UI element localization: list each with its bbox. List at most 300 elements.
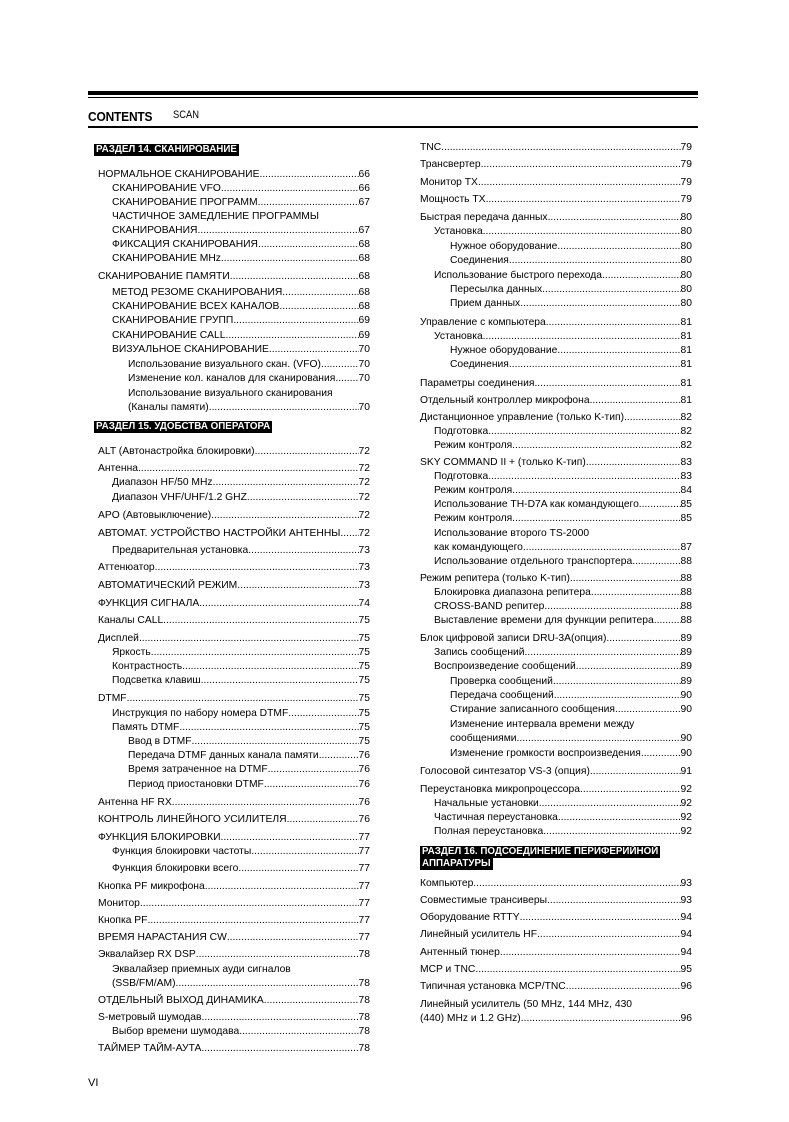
entry-title: Воспроизведение сообщений [434, 661, 576, 672]
entry-title: (440) MHz и 1.2 GHz) [420, 1013, 521, 1024]
right-toc-entry[interactable] [420, 211, 692, 224]
entry-page-number: 76 [358, 779, 370, 790]
right-toc-entry[interactable] [450, 747, 692, 760]
entry-title: Быстрая передача данных [420, 212, 548, 223]
entry-page-number: 82 [680, 412, 692, 423]
dot-leader [543, 825, 680, 838]
top-rule-thick [88, 91, 698, 95]
left-toc-entry[interactable] [112, 674, 370, 687]
entry-page-number: 87 [680, 542, 692, 553]
left-toc-entry[interactable] [112, 252, 370, 265]
dot-leader [632, 555, 680, 568]
right-toc-entry[interactable] [420, 980, 692, 993]
left-toc-entry[interactable] [98, 579, 370, 592]
entry-title: Совместимые трансиверы [420, 895, 547, 906]
right-toc-entry-line: Использование второго TS-2000 [434, 528, 590, 539]
right-toc-entry[interactable] [420, 928, 692, 941]
dot-leader [335, 372, 358, 385]
dot-leader [570, 572, 681, 585]
entry-page-number: 78 [358, 1012, 370, 1023]
dot-leader [230, 270, 359, 283]
entry-page-number: 81 [680, 345, 692, 356]
entry-page-number: 73 [358, 562, 370, 573]
dot-leader [475, 963, 680, 976]
entry-page-number: 74 [358, 598, 370, 609]
left-toc-entry[interactable] [98, 813, 370, 826]
left-toc-entry[interactable] [112, 286, 370, 299]
right-toc-entry[interactable] [434, 425, 692, 438]
dot-leader [547, 894, 681, 907]
right-toc-entry[interactable] [420, 765, 692, 778]
left-toc-entry[interactable] [98, 462, 370, 475]
dot-leader [213, 476, 359, 489]
section-14-heading: РАЗДЕЛ 14. СКАНИРОВАНИЕ [96, 144, 237, 155]
entry-title: Дистанционное управление (только K-тип) [420, 412, 625, 423]
left-toc-entry[interactable] [112, 660, 370, 673]
left-toc-entry[interactable] [112, 182, 370, 195]
entry-page-number: 77 [358, 898, 370, 909]
entry-page-number: 77 [358, 915, 370, 926]
entry-title: Соединения [450, 255, 509, 266]
right-toc-entry[interactable] [420, 1012, 692, 1025]
entry-title: СКАНИРОВАНИЕ CALL [112, 330, 226, 341]
right-toc-entry[interactable] [434, 541, 692, 554]
entry-title: Передача сообщений [450, 690, 554, 701]
dot-leader [544, 600, 680, 613]
right-toc-entry[interactable] [434, 555, 692, 568]
right-toc-entry[interactable] [434, 225, 692, 238]
dot-leader [264, 778, 359, 791]
dot-leader [139, 632, 359, 645]
dot-leader [258, 196, 359, 209]
entry-page-number: 77 [358, 832, 370, 843]
entry-title: Монитор [98, 898, 140, 909]
dot-leader [557, 240, 680, 253]
left-toc-entry[interactable] [128, 372, 370, 385]
entry-page-number: 84 [680, 485, 692, 496]
section-15-heading: РАЗДЕЛ 15. УДОБСТВА ОПЕРАТОРА [96, 421, 271, 432]
entry-title: ФУНКЦИЯ БЛОКИРОВКИ [98, 832, 221, 843]
dot-leader [483, 225, 681, 238]
dot-leader [258, 238, 359, 251]
entry-title: Изменение кол. каналов для сканирования [128, 373, 336, 384]
left-toc-entry[interactable] [98, 948, 370, 961]
entry-page-number: 72 [358, 510, 370, 521]
entry-title: КОНТРОЛЬ ЛИНЕЙНОГО УСИЛИТЕЛЯ [98, 814, 287, 825]
left-toc-entry[interactable] [98, 597, 370, 610]
dot-leader [147, 914, 358, 927]
dot-leader [641, 747, 681, 760]
entry-page-number: 80 [680, 226, 692, 237]
left-toc-entry[interactable] [98, 270, 370, 283]
dot-leader [140, 897, 359, 910]
entry-title: Режим репитера (только K-тип) [420, 573, 570, 584]
dot-leader [486, 193, 681, 206]
right-toc-entry[interactable] [450, 297, 692, 310]
entry-title: DTMF [98, 693, 127, 704]
entry-title: Каналы CALL [98, 615, 164, 626]
entry-title: Диапазон HF/50 MHz [112, 477, 213, 488]
entry-title: Установка [434, 331, 483, 342]
left-toc-entry[interactable] [128, 401, 370, 414]
right-toc-entry[interactable] [434, 512, 692, 525]
entry-page-number: 76 [358, 797, 370, 808]
right-toc-entry[interactable] [420, 963, 692, 976]
entry-title: Изменение громкости воспроизведения [450, 748, 641, 759]
left-toc-entry[interactable] [98, 632, 370, 645]
entry-page-number: 82 [680, 426, 692, 437]
right-toc-entry[interactable] [450, 254, 692, 267]
entry-page-number: 82 [680, 440, 692, 451]
dot-leader [209, 401, 359, 414]
dot-leader [233, 314, 358, 327]
right-toc-entry[interactable] [434, 484, 692, 497]
dot-leader [558, 811, 681, 824]
left-toc-entry[interactable] [98, 561, 370, 574]
left-toc-entry[interactable] [112, 343, 370, 356]
left-toc-entry[interactable] [112, 314, 370, 327]
entry-page-number: 80 [680, 270, 692, 281]
right-toc-entry[interactable] [434, 269, 692, 282]
entry-page-number: 90 [680, 748, 692, 759]
dot-leader [247, 491, 359, 504]
right-toc-entry[interactable] [450, 703, 692, 716]
entry-title: Кнопка PF [98, 915, 148, 926]
dot-leader [548, 211, 681, 224]
dot-leader [554, 689, 681, 702]
entry-page-number: 70 [358, 359, 370, 370]
entry-title: НОРМАЛЬНОЕ СКАНИРОВАНИЕ [98, 169, 260, 180]
entry-title: Подготовка [434, 471, 489, 482]
entry-page-number: 75 [358, 736, 370, 747]
entry-title: ВИЗУАЛЬНОЕ СКАНИРОВАНИЕ [112, 344, 269, 355]
dot-leader [590, 394, 681, 407]
dot-leader [319, 749, 359, 762]
left-toc-entry[interactable] [128, 735, 370, 748]
right-toc-entry[interactable] [420, 572, 692, 585]
right-toc-entry[interactable] [420, 176, 692, 189]
left-toc-entry[interactable] [98, 168, 370, 181]
entry-title: Яркость [112, 647, 151, 658]
entry-page-number: 88 [680, 556, 692, 567]
left-toc-entry[interactable] [112, 476, 370, 489]
left-toc-entry[interactable] [112, 845, 370, 858]
entry-page-number: 78 [358, 1043, 370, 1054]
dot-leader [197, 224, 358, 237]
entry-title: Память DTMF [112, 722, 180, 733]
entry-page-number: 72 [358, 477, 370, 488]
left-toc-entry[interactable] [112, 544, 370, 557]
entry-title: S-метровый шумодав [98, 1012, 202, 1023]
entry-title: Подсветка клавиш [112, 675, 201, 686]
contents-title: CONTENTS [88, 109, 153, 124]
right-toc-entry[interactable] [434, 614, 692, 627]
right-toc-entry[interactable] [450, 689, 692, 702]
dot-leader [488, 425, 680, 438]
entry-page-number: 92 [680, 826, 692, 837]
right-toc-entry[interactable] [420, 394, 692, 407]
dot-leader [268, 763, 359, 776]
entry-page-number: 70 [358, 344, 370, 355]
right-toc-entry[interactable] [420, 783, 692, 796]
left-toc-entry[interactable] [128, 358, 370, 371]
entry-page-number: 81 [680, 359, 692, 370]
left-toc-entry[interactable] [98, 914, 370, 927]
dot-leader [201, 1042, 358, 1055]
entry-page-number: 69 [358, 330, 370, 341]
dot-leader [251, 845, 358, 858]
dot-leader [238, 862, 358, 875]
left-toc-entry[interactable] [112, 1025, 370, 1038]
dot-leader [199, 597, 358, 610]
dot-leader [163, 614, 358, 627]
entry-title: Диапазон VHF/UHF/1.2 GHZ [112, 492, 247, 503]
left-toc-entry[interactable] [98, 527, 370, 540]
entry-page-number: 67 [358, 197, 370, 208]
right-toc-entry[interactable] [434, 646, 692, 659]
dot-leader [591, 586, 681, 599]
entry-title: Стирание записанного сообщения [450, 704, 615, 715]
entry-title: СКАНИРОВАНИЕ ВСЕХ КАНАЛОВ [112, 301, 280, 312]
dot-leader [201, 674, 359, 687]
dot-leader [176, 977, 359, 990]
entry-title: TNC [420, 142, 442, 153]
entry-page-number: 92 [680, 798, 692, 809]
right-toc-entry[interactable] [420, 877, 692, 890]
right-toc-entry[interactable] [420, 456, 692, 469]
entry-title: ВРЕМЯ НАРАСТАНИЯ CW [98, 932, 227, 943]
entry-title: Монитор TX [420, 177, 478, 188]
dot-leader [546, 316, 681, 329]
entry-page-number: 91 [680, 766, 692, 777]
entry-title: Оборудование RTTY [420, 912, 520, 923]
left-toc-entry[interactable] [98, 831, 370, 844]
entry-title: Запись сообщений [434, 647, 525, 658]
left-toc-entry[interactable] [98, 931, 370, 944]
entry-title: сообщениями [450, 733, 517, 744]
dot-leader [539, 797, 681, 810]
entry-title: Антенна HF RX [98, 797, 172, 808]
left-toc-entry[interactable] [128, 763, 370, 776]
dot-leader [483, 330, 681, 343]
entry-title: Соединения [450, 359, 509, 370]
left-toc-entry[interactable] [112, 329, 370, 342]
left-toc-entry[interactable] [112, 196, 370, 209]
entry-page-number: 83 [680, 471, 692, 482]
entry-page-number: 88 [680, 573, 692, 584]
entry-title: СКАНИРОВАНИЕ ПРОГРАММ [112, 197, 258, 208]
dot-leader [654, 614, 681, 627]
entry-title: Переустановка микропроцесcора [420, 784, 580, 795]
dot-leader [509, 358, 681, 371]
entry-title: Использование быстрого перехода [434, 270, 602, 281]
dot-leader [566, 980, 681, 993]
entry-title: Время затраченное на DTMF [128, 764, 268, 775]
entry-page-number: 89 [680, 676, 692, 687]
dot-leader [248, 544, 358, 557]
dot-leader [537, 928, 681, 941]
dot-leader [590, 765, 681, 778]
left-toc-entry[interactable] [98, 796, 370, 809]
right-toc-entry[interactable] [434, 825, 692, 838]
left-toc-entry[interactable] [112, 238, 370, 251]
dot-leader [525, 646, 681, 659]
entry-title: Дисплей [98, 633, 139, 644]
entry-title: МЕТОД РЕЗОМЕ СКАНИРОВАНИЯ [112, 287, 283, 298]
entry-page-number: 80 [680, 298, 692, 309]
entry-page-number: 93 [680, 878, 692, 889]
entry-page-number: 95 [680, 964, 692, 975]
right-toc-entry[interactable] [434, 600, 692, 613]
entry-title: Отдельный контроллер микрофона [420, 395, 590, 406]
dot-leader [179, 721, 358, 734]
right-toc-entry[interactable] [420, 894, 692, 907]
entry-title: Антенный тюнер [420, 947, 500, 958]
entry-page-number: 79 [680, 159, 692, 170]
entry-title: Полная переустановка [434, 826, 544, 837]
right-toc-entry[interactable] [420, 158, 692, 171]
left-toc-entry[interactable] [112, 977, 370, 990]
dot-leader [279, 300, 358, 313]
right-toc-entry[interactable] [420, 411, 692, 424]
dot-leader [520, 911, 681, 924]
dot-leader [321, 358, 359, 371]
entry-title: MCP и TNC [420, 964, 476, 975]
entry-page-number: 76 [358, 814, 370, 825]
entry-title: Проверка сообщений [450, 676, 553, 687]
dot-leader [500, 946, 681, 959]
entry-title: Передача DTMF данных канала памяти [128, 750, 319, 761]
right-toc-entry[interactable] [434, 498, 692, 511]
right-toc-entry[interactable] [420, 911, 692, 924]
entry-page-number: 69 [358, 315, 370, 326]
dot-leader [127, 692, 359, 705]
right-toc-entry[interactable] [434, 660, 692, 673]
entry-title: СКАНИРОВАНИЯ [112, 225, 198, 236]
right-toc-entry[interactable] [434, 797, 692, 810]
left-toc-entry-line: Эквалайзер приемных ауди сигналов [112, 964, 291, 975]
right-toc-entry[interactable] [450, 283, 692, 296]
entry-title: Инструкция по набору номера DTMF [112, 708, 289, 719]
right-toc-entry[interactable] [420, 316, 692, 329]
entry-page-number: 76 [358, 750, 370, 761]
left-toc-entry[interactable] [98, 994, 370, 1007]
left-toc-entry[interactable] [112, 707, 370, 720]
entry-page-number: 88 [680, 615, 692, 626]
entry-page-number: 66 [358, 183, 370, 194]
entry-page-number: 68 [358, 271, 370, 282]
left-toc-entry[interactable] [98, 1011, 370, 1024]
entry-page-number: 68 [358, 239, 370, 250]
left-toc-entry[interactable] [98, 509, 370, 522]
dot-leader [259, 168, 358, 181]
right-toc-entry[interactable] [450, 344, 692, 357]
right-toc-entry[interactable] [420, 946, 692, 959]
right-toc-entry[interactable] [434, 439, 692, 452]
left-toc-entry[interactable] [98, 880, 370, 893]
right-toc-entry[interactable] [434, 811, 692, 824]
entry-title: Блок цифровой записи DRU-3A(опция) [420, 633, 607, 644]
dot-leader [576, 660, 681, 673]
right-toc-entry[interactable] [450, 240, 692, 253]
entry-page-number: 72 [358, 528, 370, 539]
entry-page-number: 75 [358, 661, 370, 672]
right-toc-entry[interactable] [450, 358, 692, 371]
left-toc-entry[interactable] [112, 224, 370, 237]
right-toc-entry[interactable] [450, 675, 692, 688]
entry-title: Управление с компьютера [420, 317, 546, 328]
dot-leader [553, 675, 681, 688]
right-toc-entry[interactable] [434, 586, 692, 599]
entry-title: ALT (Автонастройка блокировки) [98, 446, 255, 457]
entry-title: АВТОМАТ. УСТРОЙСТВО НАСТРОЙКИ АНТЕННЫ [98, 528, 341, 539]
dot-leader [151, 646, 359, 659]
entry-page-number: 66 [358, 169, 370, 180]
entry-page-number: 96 [680, 981, 692, 992]
left-toc-entry[interactable] [98, 692, 370, 705]
dot-leader [138, 462, 359, 475]
left-toc-entry[interactable] [98, 897, 370, 910]
dot-leader [639, 498, 681, 511]
right-toc-entry[interactable] [434, 470, 692, 483]
left-toc-entry[interactable] [128, 749, 370, 762]
right-toc-entry[interactable] [420, 193, 692, 206]
entry-title: Голосовой синтезатор VS-3 (опция) [420, 766, 590, 777]
left-toc-entry-line: ЧАСТИЧНОЕ ЗАМЕДЛЕНИЕ ПРОГРАММЫ [112, 211, 319, 222]
dot-leader [172, 796, 359, 809]
entry-title: Функция блокировки всего [112, 863, 239, 874]
left-toc-entry[interactable] [112, 646, 370, 659]
right-toc-entry[interactable] [420, 141, 692, 154]
dot-leader [481, 158, 681, 171]
dot-leader [512, 512, 680, 525]
entry-title: Антенна [98, 463, 138, 474]
entry-title: Режим контроля [434, 485, 513, 496]
entry-title: Трансвертер [420, 159, 481, 170]
left-toc-entry[interactable] [112, 721, 370, 734]
dot-leader [155, 561, 359, 574]
right-toc-entry[interactable] [450, 732, 692, 745]
dot-leader [192, 735, 359, 748]
entry-page-number: 78 [358, 978, 370, 989]
entry-title: Мощность TX [420, 194, 486, 205]
entry-title: Линейный усилитель HF [420, 929, 538, 940]
entry-page-number: 75 [358, 615, 370, 626]
dot-leader [534, 377, 680, 390]
entry-page-number: 81 [680, 331, 692, 342]
left-toc-entry[interactable] [112, 300, 370, 313]
dot-leader [239, 1025, 358, 1038]
right-toc-entry[interactable] [420, 632, 692, 645]
left-toc-entry[interactable] [128, 778, 370, 791]
right-toc-entry[interactable] [434, 330, 692, 343]
section-label: SCAN [173, 109, 199, 121]
entry-page-number: 92 [680, 784, 692, 795]
left-toc-entry[interactable] [98, 445, 370, 458]
left-toc-entry[interactable] [112, 491, 370, 504]
entry-title: ОТДЕЛЬНЫЙ ВЫХОД ДИНАМИКА [98, 995, 264, 1006]
left-toc-entry[interactable] [112, 862, 370, 875]
entry-page-number: 89 [680, 661, 692, 672]
left-toc-entry[interactable] [98, 614, 370, 627]
right-toc-entry[interactable] [420, 377, 692, 390]
entry-title: как командующего [434, 542, 523, 553]
entry-title: ФУНКЦИЯ СИГНАЛА [98, 598, 200, 609]
dot-leader [221, 182, 359, 195]
entry-title: Режим контроля [434, 513, 513, 524]
left-toc-entry[interactable] [98, 1042, 370, 1055]
dot-leader [287, 813, 359, 826]
